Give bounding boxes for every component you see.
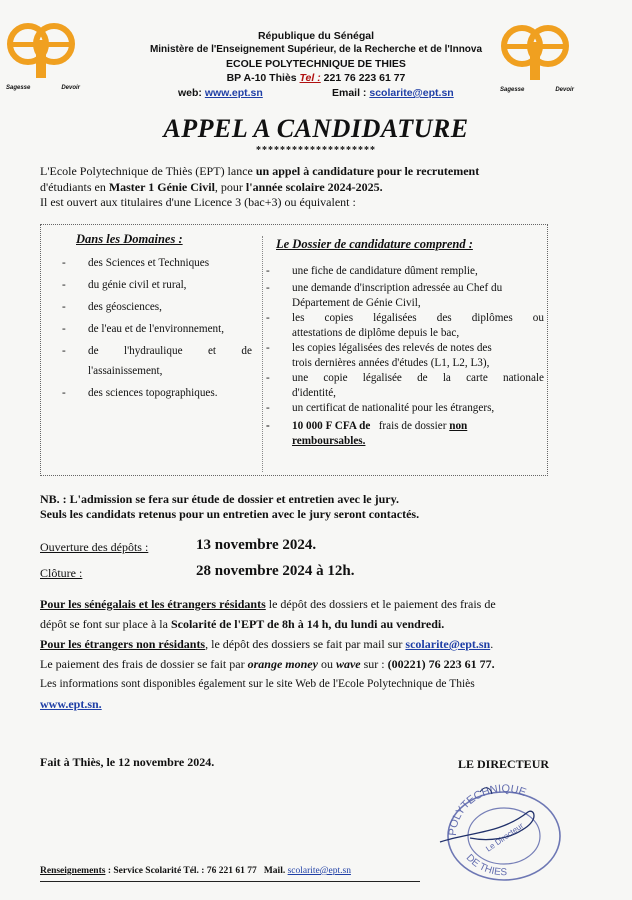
list-item-continued: Département de Génie Civil, bbox=[292, 297, 421, 309]
renseignements-label: Renseignements bbox=[40, 866, 106, 876]
intro-paragraph bbox=[40, 164, 600, 211]
header-web-line bbox=[178, 87, 263, 99]
list-item: - du génie civil et rural, bbox=[62, 279, 187, 291]
place-date: Fait à Thiès, le 12 novembre 2024. bbox=[40, 755, 215, 769]
open-value: 13 novembre 2024. bbox=[196, 537, 317, 553]
close-label: Clôture : bbox=[40, 566, 83, 580]
header-web-link[interactable]: www.ept.sn bbox=[204, 87, 263, 99]
info-p1-line1: Pour les sénégalais et les étrangers résidants le dépôt des dossiers et le paiement des frais de bbox=[40, 597, 496, 611]
intro-l1a: L'Ecole Polytechnique de Thiès (EPT) lance bbox=[40, 164, 256, 178]
info-web-link[interactable]: www.ept.sn. bbox=[40, 697, 102, 711]
list-item-continued: attestations de diplôme depuis le bac, bbox=[292, 327, 460, 339]
stamp-top-text: POLYTECHNIQUE bbox=[446, 782, 528, 837]
column-divider bbox=[262, 236, 263, 472]
title-stars: ******************** bbox=[256, 145, 376, 156]
footer-rule bbox=[40, 881, 420, 882]
open-label: Ouverture des dépôts : bbox=[40, 540, 149, 554]
fee-amount: 10 000 F CFA de bbox=[292, 420, 371, 432]
nb-line-1: NB. : L'admission se fera sur étude de dossier et entretien avec le jury. bbox=[40, 492, 399, 506]
list-item-fee: - 10 000 F CFA de frais de dossier non bbox=[266, 420, 468, 432]
page-title: APPEL A CANDIDATURE bbox=[163, 114, 469, 143]
dossier-list bbox=[266, 264, 544, 449]
stamp-center-text: Le Directeur bbox=[484, 821, 526, 854]
header-country: République du Sénégal bbox=[257, 30, 375, 42]
list-item-continued: d'identité, bbox=[292, 387, 336, 399]
info-p1-line2: dépôt se font sur place à la Scolarité de l'EPT de 8h à 14 h, du lundi au vendredi. bbox=[40, 617, 445, 631]
info-p3: Le paiement des frais de dossier se fait par orange money ou wave sur : (00221) 76 223 61 77. bbox=[40, 657, 495, 671]
header-school: ECOLE POLYTECHNIQUE DE THIES bbox=[226, 58, 406, 70]
list-item: - des Sciences et Techniques bbox=[62, 257, 210, 269]
director-title: LE DIRECTEUR bbox=[458, 757, 550, 771]
list-item: - les copies légalisées des diplômes ou bbox=[266, 312, 544, 324]
logo-caption-left: Sagesse bbox=[6, 85, 31, 91]
intro-l2b: Master 1 Génie Civil bbox=[108, 179, 215, 194]
header-email-label: Email : bbox=[332, 87, 367, 99]
list-item: - une copie légalisée de la carte nationale bbox=[266, 372, 544, 384]
logo-caption-right: Devoir bbox=[555, 87, 574, 93]
fee-non: non bbox=[449, 420, 468, 432]
official-stamp bbox=[430, 772, 570, 884]
list-item: - des sciences topographiques. bbox=[62, 387, 218, 399]
mail-label: Mail. bbox=[263, 866, 286, 876]
header-email-line bbox=[332, 87, 454, 99]
close-value: 28 novembre 2024 à 12h. bbox=[196, 563, 355, 579]
list-item-continued: trois dernières années d'études (L1, L2, L3), bbox=[292, 357, 490, 369]
stamp-icon bbox=[430, 772, 570, 884]
svg-text:DE THIES bbox=[464, 852, 508, 878]
nb-block bbox=[40, 492, 610, 522]
dossier-heading: Le Dossier de candidature comprend : bbox=[276, 237, 473, 251]
list-item: - les copies légalisées des relevés de notes des bbox=[266, 342, 492, 354]
intro-l3: Il est ouvert aux titulaires d'une Licence 3 (bac+3) ou équivalent : bbox=[40, 195, 356, 209]
list-item: - une fiche de candidature dûment remplie, bbox=[266, 265, 478, 277]
list-item-continued: l'assainissement, bbox=[88, 365, 163, 377]
domains-list bbox=[62, 256, 252, 408]
intro-l2a: d'étudiants en bbox=[40, 179, 109, 194]
intro-l2c: , pour bbox=[214, 179, 246, 194]
list-item: - un certificat de nationalité pour les étrangers, bbox=[266, 402, 495, 414]
info-block bbox=[40, 594, 596, 714]
nb-line-2: Seuls les candidats retenus pour un entretien avec le jury seront contactés. bbox=[40, 507, 420, 521]
header-ministry: Ministère de l'Enseignement Supérieur, de la Recherche et de l'Innova bbox=[149, 44, 483, 55]
intro-l1b: un appel à candidature pour le recrutement bbox=[255, 164, 480, 178]
header-tel: 221 76 223 61 77 bbox=[323, 72, 406, 84]
fee-remboursables: remboursables. bbox=[292, 435, 366, 447]
info-p4: Les informations sont disponibles également sur le site Web de l'Ecole Polytechnique de Thiès bbox=[40, 678, 475, 690]
renseignements-text: : Service Scolarité Tél. : 76 221 61 77 bbox=[105, 866, 257, 876]
header-address: BP A-10 Thiès bbox=[226, 72, 297, 84]
info-p2: Pour les étrangers non résidants, le dépôt des dossiers se fait par mail sur scolarite@ept.sn. bbox=[40, 637, 494, 651]
header-web-label: web: bbox=[178, 87, 202, 99]
list-item: - une demande d'inscription adressée au Chef du bbox=[266, 282, 503, 294]
fee-text: frais de dossier bbox=[378, 420, 447, 432]
domains-heading: Dans les Domaines : bbox=[76, 232, 183, 246]
header-email-link[interactable]: scolarite@ept.sn bbox=[369, 87, 454, 99]
header-tel-label: Tel : bbox=[299, 72, 321, 84]
footer-info bbox=[40, 866, 351, 876]
list-item: - des géosciences, bbox=[62, 301, 162, 313]
logo-caption-left: Sagesse bbox=[500, 87, 525, 93]
footer-mail-link[interactable]: scolarite@ept.sn bbox=[287, 866, 351, 876]
list-item: - de l'eau et de l'environnement, bbox=[62, 323, 225, 335]
info-email-link[interactable]: scolarite@ept.sn bbox=[405, 637, 491, 651]
logo-caption-right: Devoir bbox=[61, 85, 80, 91]
list-item: - de l'hydraulique et de bbox=[62, 345, 252, 357]
intro-l2d: l'année scolaire 2024-2025. bbox=[245, 179, 383, 194]
stamp-bottom-text: DE THIES bbox=[463, 852, 508, 879]
header-address-line bbox=[0, 72, 632, 84]
